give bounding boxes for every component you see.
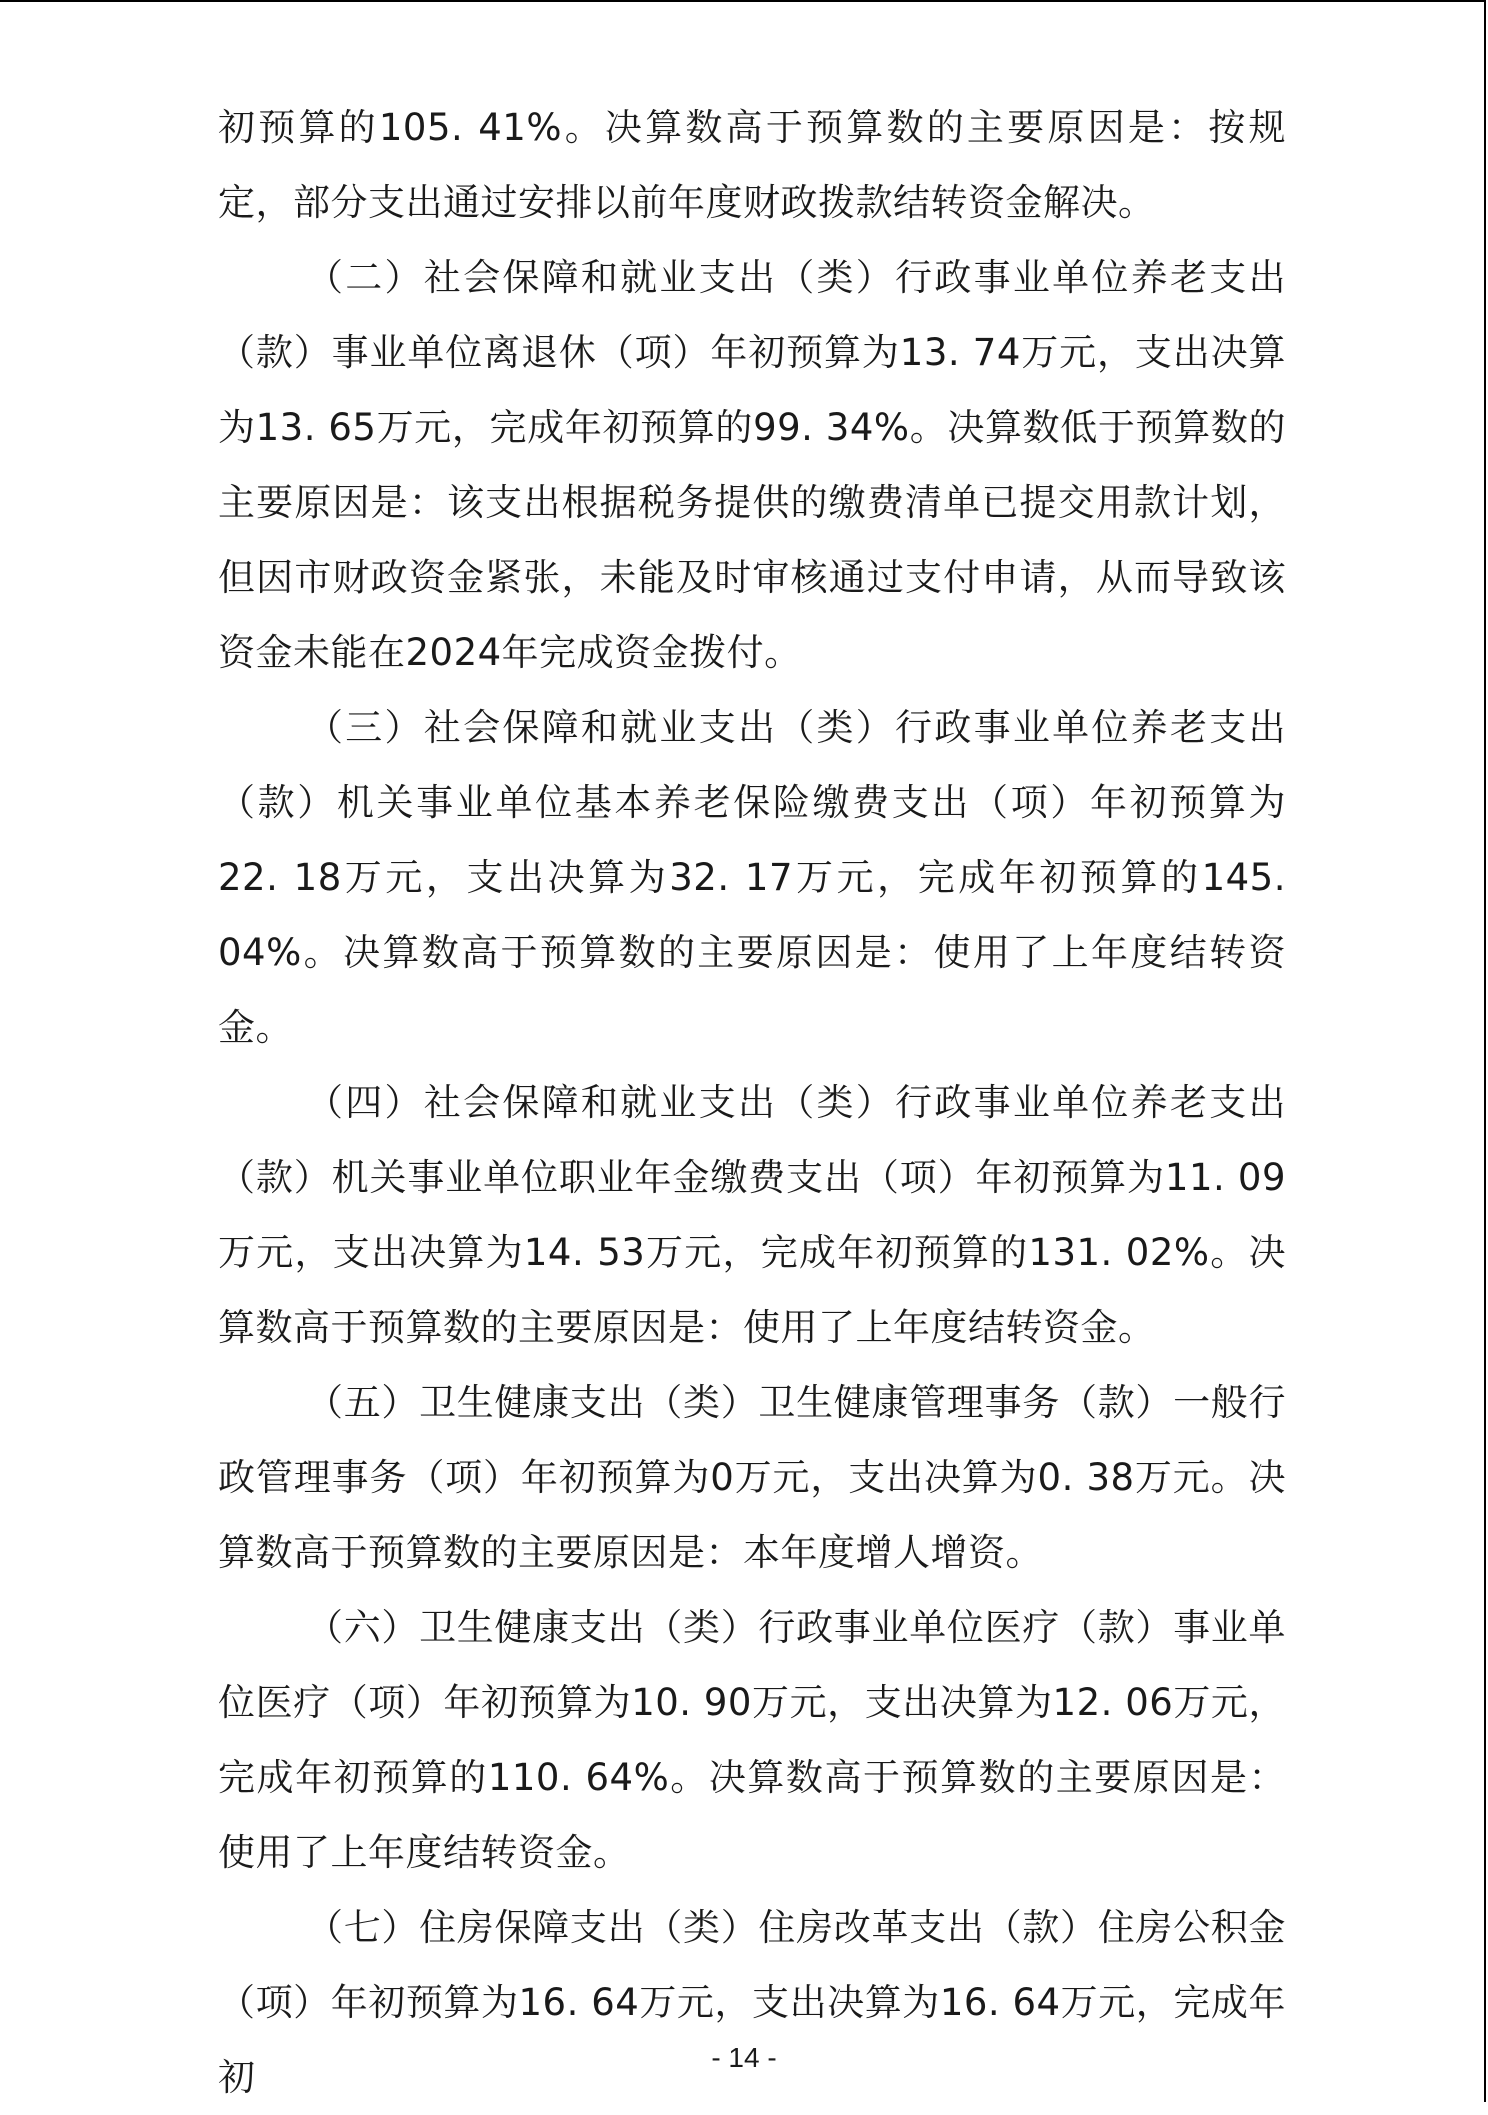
paragraph-item-5: （五）卫生健康支出（类）卫生健康管理事务（款）一般行政管理事务（项）年初预算为0万元，支出决算为0. 38万元。决算数高于预算数的主要原因是：本年度增人增资。 xyxy=(218,1381,1286,1574)
paragraph-item-4: （四）社会保障和就业支出（类）行政事业单位养老支出（款）机关事业单位职业年金缴费支出（项）年初预算为11. 09万元，支出决算为14. 53万元，完成年初预算的131. 02%。决算数高于预算数的主要原因是：使用了上年度结转资金。 xyxy=(218,1081,1286,1349)
paragraph-item-3: （三）社会保障和就业支出（类）行政事业单位养老支出（款）机关事业单位基本养老保险缴费支出（项）年初预算为22. 18万元，支出决算为32. 17万元，完成年初预算的145. 04%。决算数高于预算数的主要原因是：使用了上年度结转资金。 xyxy=(218,706,1286,1049)
page-number: - 14 - xyxy=(711,2042,777,2073)
paragraph-item-6: （六）卫生健康支出（类）行政事业单位医疗（款）事业单位医疗（项）年初预算为10. 90万元，支出决算为12. 06万元，完成年初预算的110. 64%。决算数高于预算数的主要原因是：使用了上年度结转资金。 xyxy=(218,1606,1286,1874)
paragraph-item-7: （七）住房保障支出（类）住房改革支出（款）住房公积金（项）年初预算为16. 64万元，支出决算为16. 64万元，完成年初 xyxy=(218,1906,1286,2099)
paragraph-continuation: 初预算的105. 41%。决算数高于预算数的主要原因是：按规定，部分支出通过安排以前年度财政拨款结转资金解决。 xyxy=(218,106,1286,224)
document-body xyxy=(218,90,1286,2115)
paragraph-item-2: （二）社会保障和就业支出（类）行政事业单位养老支出（款）事业单位离退休（项）年初预算为13. 74万元，支出决算为13. 65万元，完成年初预算的99. 34%。决算数低于预算数的主要原因是：该支出根据税务提供的缴费清单已提交用款计划，但因市财政资金紧张，未能及时审核通过支付申请，从而导致该资金未能在2024年完成资金拨付。 xyxy=(218,256,1286,674)
